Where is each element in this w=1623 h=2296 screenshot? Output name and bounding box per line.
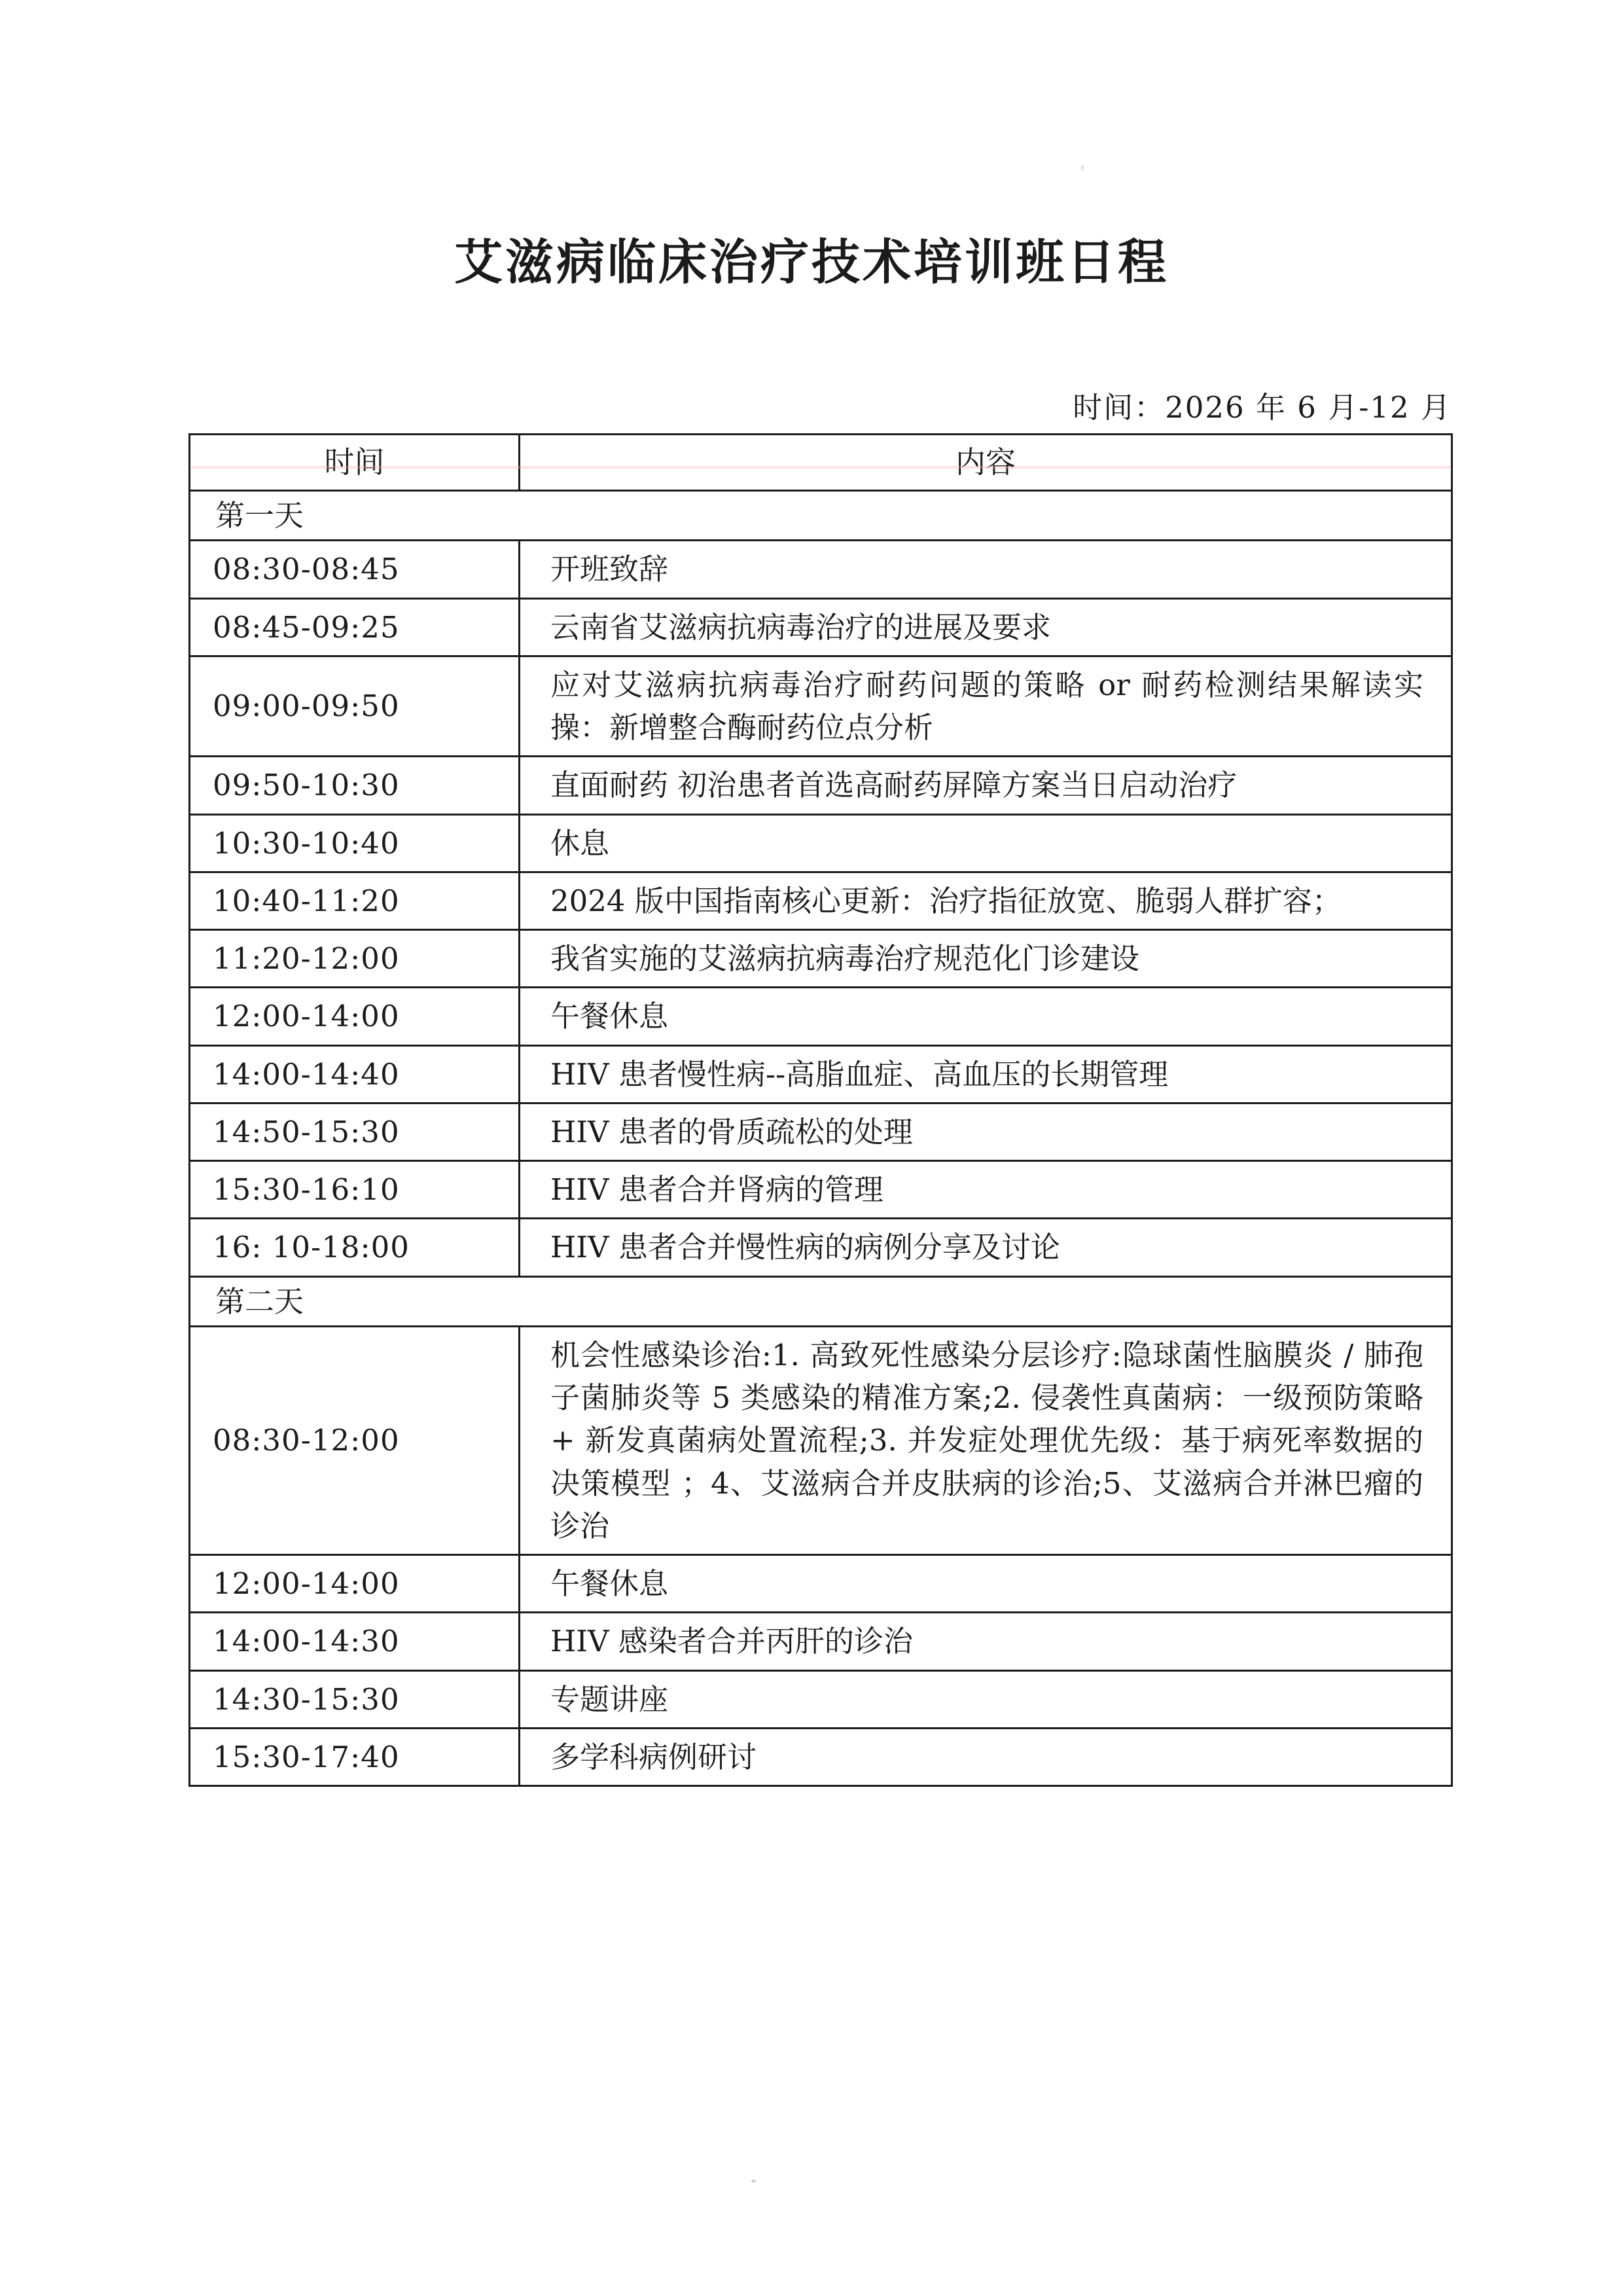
table-row [190,1045,1452,1103]
content-column-header: 内容 [520,435,1452,491]
table-row [190,1728,1452,1785]
table-row [190,1103,1452,1160]
content-cell: HIV 感染者合并丙肝的诊治 [520,1613,1452,1670]
content-cell: HIV 患者合并肾病的管理 [520,1161,1452,1219]
day-section-row [190,1276,1452,1326]
table-row [190,988,1452,1045]
content-cell: 云南省艾滋病抗病毒治疗的进展及要求 [520,598,1452,656]
time-cell: 12:00-14:00 [190,988,520,1045]
time-cell: 16: 10-18:00 [190,1219,520,1276]
date-line: 时间：2026 年 6 月-12 月 [1073,390,1452,425]
table-row [190,598,1452,656]
content-cell: 专题讲座 [520,1670,1452,1728]
header-row [190,435,1452,491]
time-cell: 14:50-15:30 [190,1103,520,1160]
scan-speck [1081,165,1084,171]
time-cell: 08:45-09:25 [190,598,520,656]
content-cell: 我省实施的艾滋病抗病毒治疗规范化门诊建设 [520,930,1452,988]
time-cell: 11:20-12:00 [190,930,520,988]
day-label: 第一天 [190,491,1452,541]
table-row [190,872,1452,929]
content-cell: HIV 患者的骨质疏松的处理 [520,1103,1452,1160]
content-cell: 开班致辞 [520,541,1452,598]
time-cell: 08:30-08:45 [190,541,520,598]
content-cell: 休息 [520,814,1452,872]
time-cell: 10:30-10:40 [190,814,520,872]
schedule-table [188,433,1453,1787]
table-row [190,1555,1452,1613]
content-cell: 应对艾滋病抗病毒治疗耐药问题的策略 or 耐药检测结果解读实操：新增整合酶耐药位点分析 [520,656,1452,757]
time-cell: 14:30-15:30 [190,1670,520,1728]
table-row [190,814,1452,872]
table-row [190,1326,1452,1554]
table-row [190,930,1452,988]
scan-speck [751,2179,756,2183]
day-section-row [190,491,1452,541]
content-cell: 午餐休息 [520,988,1452,1045]
time-cell: 14:00-14:40 [190,1045,520,1103]
time-cell: 15:30-16:10 [190,1161,520,1219]
time-cell: 09:00-09:50 [190,656,520,757]
time-cell: 08:30-12:00 [190,1326,520,1554]
time-cell: 12:00-14:00 [190,1555,520,1613]
time-cell: 15:30-17:40 [190,1728,520,1785]
table-row [190,1670,1452,1728]
time-cell: 10:40-11:20 [190,872,520,929]
content-cell: HIV 患者慢性病--高脂血症、高血压的长期管理 [520,1045,1452,1103]
content-cell: 多学科病例研讨 [520,1728,1452,1785]
time-column-header: 时间 [190,435,520,491]
content-cell: HIV 患者合并慢性病的病例分享及讨论 [520,1219,1452,1276]
day-label: 第二天 [190,1276,1452,1326]
time-cell: 14:00-14:30 [190,1613,520,1670]
table-row [190,656,1452,757]
content-cell: 直面耐药 初治患者首选高耐药屏障方案当日启动治疗 [520,757,1452,814]
table-row [190,541,1452,598]
table-row [190,1219,1452,1276]
table-row [190,1161,1452,1219]
content-cell: 2024 版中国指南核心更新：治疗指征放宽、脆弱人群扩容； [520,872,1452,929]
table-row [190,1613,1452,1670]
time-cell: 09:50-10:30 [190,757,520,814]
page-title: 艾滋病临床治疗技术培训班日程 [454,234,1169,291]
content-cell: 午餐休息 [520,1555,1452,1613]
table-row [190,757,1452,814]
content-cell: 机会性感染诊治:1. 高致死性感染分层诊疗:隐球菌性脑膜炎 / 肺孢子菌肺炎等 5 类感染的精准方案;2. 侵袭性真菌病：一级预防策略 + 新发真菌病处置流程;3. 并发症处理优先级：基于病死率数据的决策模型 ；4、艾滋病合并皮肤病的诊治;5、艾滋病合并淋巴瘤的诊治 [520,1326,1452,1554]
